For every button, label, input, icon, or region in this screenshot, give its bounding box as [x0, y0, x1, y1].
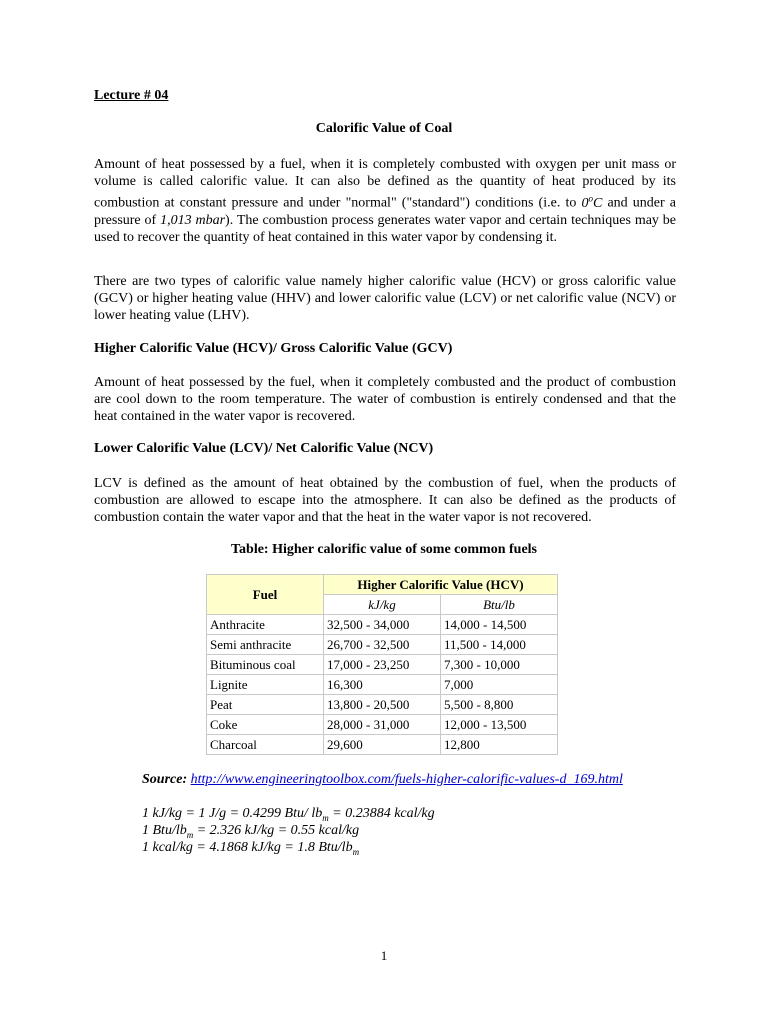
unit-kj-header: kJ/kg	[324, 595, 441, 615]
lcv-heading: Lower Calorific Value (LCV)/ Net Calorific Value (NCV)	[94, 441, 434, 456]
hcv-column-header: Higher Calorific Value (HCV)	[324, 575, 558, 595]
fuel-name: Peat	[207, 695, 324, 715]
table-row	[207, 635, 558, 655]
intro-text-3: ). The combustion process generates water vapor and certain techniques may be used to recover the quantity of heat contained in this water vapor by condensing it.	[94, 212, 677, 245]
fuel-column-header: Fuel	[207, 575, 324, 615]
btu-value: 12,000 - 13,500	[441, 715, 558, 735]
table-caption: Table: Higher calorific value of some common fuels	[230, 542, 538, 557]
types-paragraph: There are two types of calorific value namely higher calorific value (HCV) or gross calorific value (GCV) or higher heating value (HHV) and lower calorific value (LCV) or net calorific value (NCV) or lower heating value (LHV).	[94, 274, 676, 323]
kj-value: 26,700 - 32,500	[324, 635, 441, 655]
source-line	[142, 772, 623, 788]
btu-value: 7,300 - 10,000	[441, 655, 558, 675]
kj-value: 29,600	[324, 735, 441, 755]
lecture-number: Lecture # 04	[94, 88, 169, 103]
table-row	[207, 615, 558, 635]
btu-value: 5,500 - 8,800	[441, 695, 558, 715]
pressure: 1,013 mbar	[160, 212, 226, 228]
fuel-name: Anthracite	[207, 615, 324, 635]
btu-value: 11,500 - 14,000	[441, 635, 558, 655]
fuel-table	[206, 574, 558, 755]
table-row	[207, 715, 558, 735]
hcv-heading: Higher Calorific Value (HCV)/ Gross Calorific Value (GCV)	[94, 341, 453, 356]
fuel-name: Coke	[207, 715, 324, 735]
fuel-name: Semi anthracite	[207, 635, 324, 655]
source-link[interactable]: http://www.engineeringtoolbox.com/fuels-higher-calorific-values-d_169.html	[190, 772, 623, 787]
lcv-paragraph: LCV is defined as the amount of heat obtained by the combustion of fuel, when the products of combustion are allowed to escape into the atmosphere. It can also be defined as the products of combustion contain the water vapor and that the heat in the water vapor is not recovered.	[94, 476, 676, 525]
kj-value: 17,000 - 23,250	[324, 655, 441, 675]
temperature: 0$^o$C	[581, 193, 603, 211]
fuel-name: Charcoal	[207, 735, 324, 755]
table-row	[207, 655, 558, 675]
hcv-paragraph: Amount of heat possessed by the fuel, when it completely combusted and the product of combustion are cool down to the room temperature. The water of combustion is entirely condensed and that the heat contained in the water vapor is recovered.	[94, 375, 676, 424]
conversion-line-2: 1 Btu/$lb_m = 2.326$ kJ/kg = 0.55 kcal/kg	[142, 823, 360, 840]
fuel-name: Lignite	[207, 675, 324, 695]
intro-paragraph	[94, 156, 676, 246]
table-row	[207, 675, 558, 695]
kj-value: 32,500 - 34,000	[324, 615, 441, 635]
unit-btu-header: Btu/lb	[441, 595, 558, 615]
table-row	[207, 695, 558, 715]
fuel-name: Bituminous coal	[207, 655, 324, 675]
btu-value: 14,000 - 14,500	[441, 615, 558, 635]
conversion-line-1: 1 kJ/kg = 1 J/g = 0.4299 Btu/ $lb_m = 0.23884$ kcal/kg	[142, 806, 435, 823]
btu-value: 12,800	[441, 735, 558, 755]
conversion-line-3: 1 kcal/kg = 4.1868 kJ/kg = 1.8 Btu/$lb_m$	[142, 840, 360, 857]
btu-value: 7,000	[441, 675, 558, 695]
source-label: Source:	[142, 772, 188, 787]
table-row	[207, 735, 558, 755]
intro-text-2: and under a pressure of	[94, 195, 676, 228]
kj-value: 13,800 - 20,500	[324, 695, 441, 715]
document-title: Calorific Value of Coal	[315, 121, 453, 136]
kj-value: 16,300	[324, 675, 441, 695]
kj-value: 28,000 - 31,000	[324, 715, 441, 735]
page-number: 1	[380, 948, 388, 963]
intro-text-1: Amount of heat possessed by a fuel, when it is completely combusted with oxygen per unit mass or volume is called calorific value. It can also be defined as the quantity of heat produced by its combustion at constant pressure and under "normal" ("standard") conditions (i.e. to	[94, 157, 676, 211]
